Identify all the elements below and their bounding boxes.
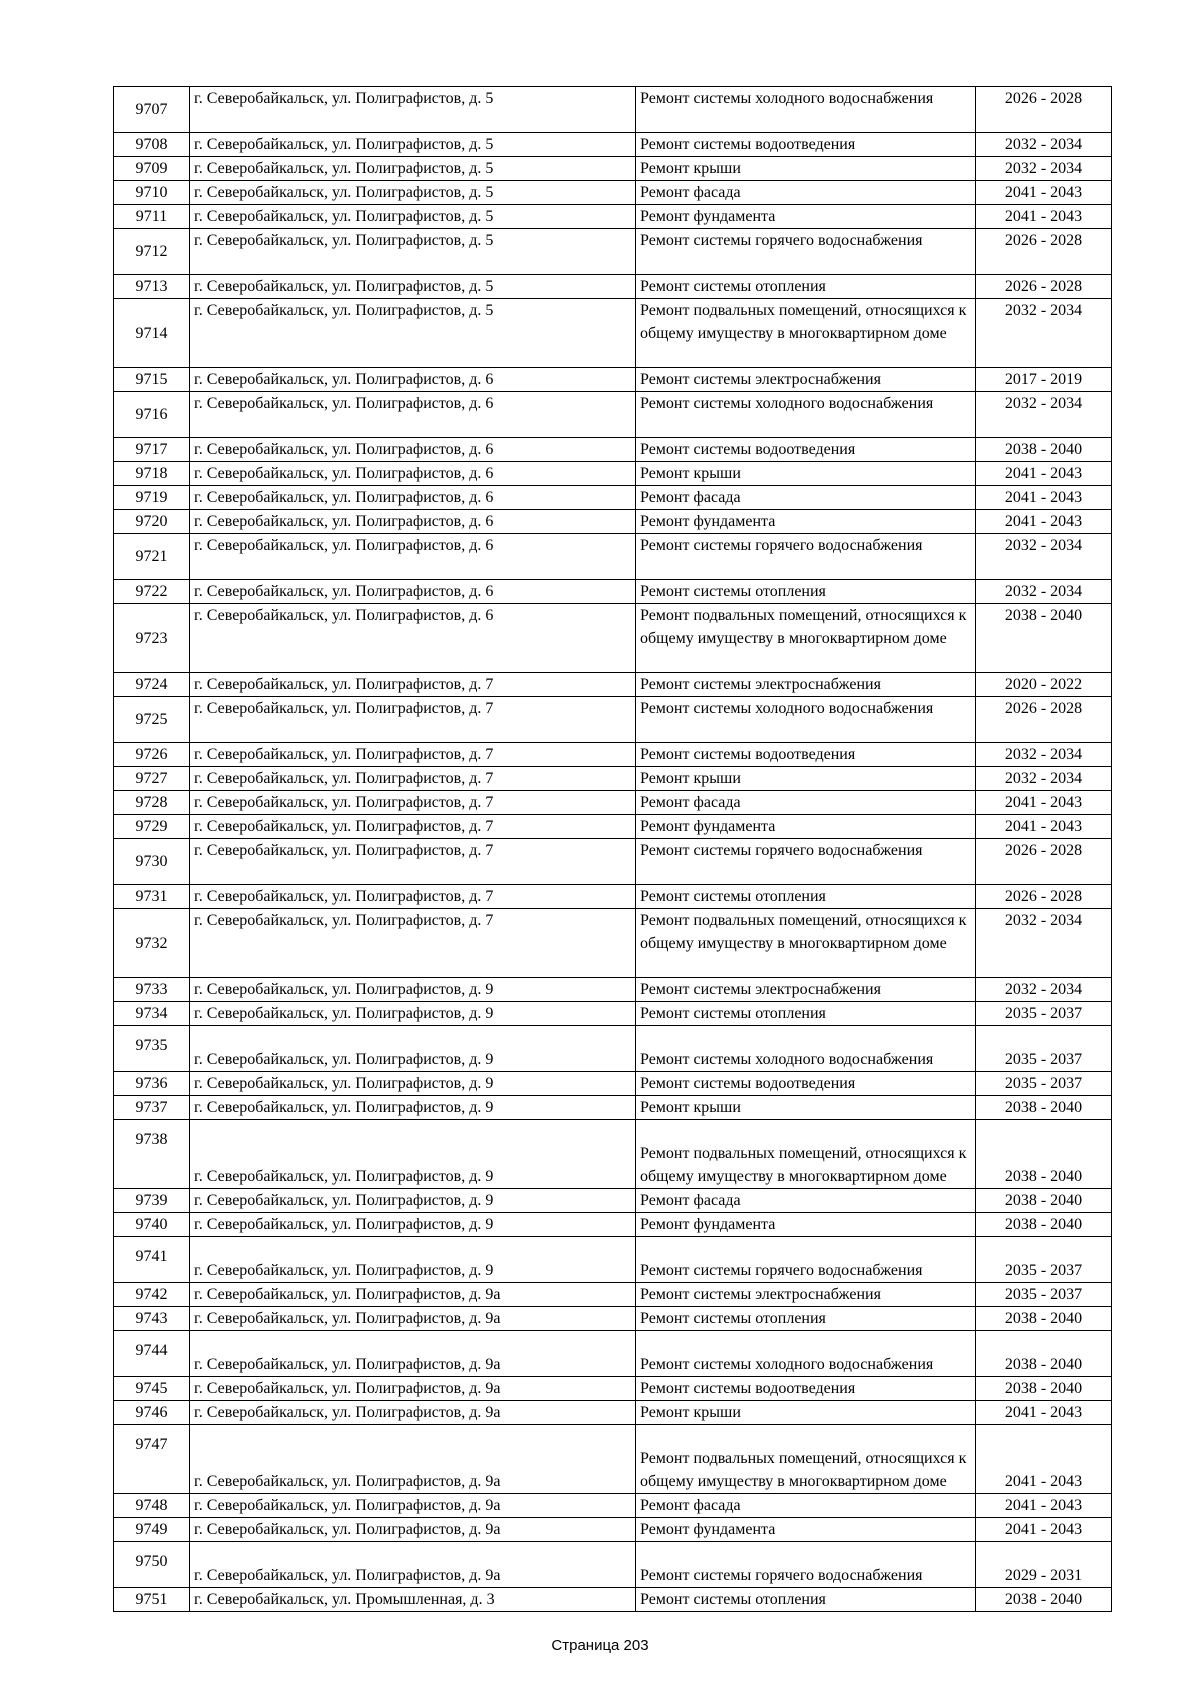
address-cell: г. Северобайкальск, ул. Полиграфистов, д. 7 <box>190 673 636 697</box>
period-cell: 2032 - 2034 <box>976 299 1112 368</box>
work-type-cell: Ремонт фундамента <box>636 205 976 229</box>
address-cell: г. Северобайкальск, ул. Полиграфистов, д. 5 <box>190 87 636 133</box>
period-cell: 2032 - 2034 <box>976 392 1112 438</box>
row-number-cell: 9715 <box>114 368 190 392</box>
period-cell: 2035 - 2037 <box>976 1002 1112 1026</box>
work-type-cell: Ремонт фундамента <box>636 815 976 839</box>
table-row <box>114 743 1112 767</box>
address-cell: г. Северобайкальск, ул. Полиграфистов, д. 9а <box>190 1401 636 1425</box>
row-number-cell: 9737 <box>114 1096 190 1120</box>
work-type-cell: Ремонт крыши <box>636 767 976 791</box>
work-type-cell: Ремонт подвальных помещений, относящихся к общему имуществу в многоквартирном доме <box>636 909 976 978</box>
table-row <box>114 1307 1112 1331</box>
work-type-cell: Ремонт системы отопления <box>636 1588 976 1612</box>
address-cell: г. Северобайкальск, ул. Полиграфистов, д. 7 <box>190 767 636 791</box>
row-number-cell: 9740 <box>114 1213 190 1237</box>
row-number-cell: 9742 <box>114 1283 190 1307</box>
table-row <box>114 133 1112 157</box>
period-cell: 2038 - 2040 <box>976 1588 1112 1612</box>
table-row <box>114 604 1112 673</box>
address-cell: г. Северобайкальск, ул. Полиграфистов, д. 6 <box>190 604 636 673</box>
row-number-cell: 9713 <box>114 275 190 299</box>
period-cell: 2038 - 2040 <box>976 1377 1112 1401</box>
table-body <box>114 87 1112 1612</box>
work-type-cell: Ремонт системы горячего водоснабжения <box>636 229 976 275</box>
table-row <box>114 510 1112 534</box>
work-type-cell: Ремонт системы холодного водоснабжения <box>636 87 976 133</box>
work-type-cell: Ремонт системы электроснабжения <box>636 1283 976 1307</box>
table-row <box>114 181 1112 205</box>
address-cell: г. Северобайкальск, ул. Полиграфистов, д. 9а <box>190 1283 636 1307</box>
work-type-cell: Ремонт подвальных помещений, относящихся к общему имуществу в многоквартирном доме <box>636 604 976 673</box>
row-number-cell: 9729 <box>114 815 190 839</box>
table-row <box>114 1425 1112 1494</box>
table-row <box>114 767 1112 791</box>
work-type-cell: Ремонт подвальных помещений, относящихся к общему имуществу в многоквартирном доме <box>636 1120 976 1189</box>
row-number-cell: 9732 <box>114 909 190 978</box>
period-cell: 2041 - 2043 <box>976 1425 1112 1494</box>
address-cell: г. Северобайкальск, ул. Полиграфистов, д. 5 <box>190 205 636 229</box>
table-row <box>114 1401 1112 1425</box>
address-cell: г. Северобайкальск, ул. Полиграфистов, д. 9а <box>190 1494 636 1518</box>
address-cell: г. Северобайкальск, ул. Полиграфистов, д. 9а <box>190 1377 636 1401</box>
row-number-cell: 9751 <box>114 1588 190 1612</box>
work-type-cell: Ремонт системы отопления <box>636 885 976 909</box>
table-row <box>114 885 1112 909</box>
address-cell: г. Северобайкальск, ул. Полиграфистов, д. 7 <box>190 791 636 815</box>
table-row <box>114 205 1112 229</box>
table-row <box>114 1002 1112 1026</box>
row-number-cell: 9725 <box>114 697 190 743</box>
table-row <box>114 1120 1112 1189</box>
row-number-cell: 9743 <box>114 1307 190 1331</box>
address-cell: г. Северобайкальск, ул. Полиграфистов, д. 7 <box>190 909 636 978</box>
table-row <box>114 275 1112 299</box>
table-row <box>114 673 1112 697</box>
row-number-cell: 9718 <box>114 462 190 486</box>
address-cell: г. Северобайкальск, ул. Полиграфистов, д. 9 <box>190 1213 636 1237</box>
period-cell: 2032 - 2034 <box>976 534 1112 580</box>
table-row <box>114 368 1112 392</box>
row-number-cell: 9716 <box>114 392 190 438</box>
table-row <box>114 1283 1112 1307</box>
row-number-cell: 9727 <box>114 767 190 791</box>
row-number-cell: 9744 <box>114 1331 190 1377</box>
row-number-cell: 9731 <box>114 885 190 909</box>
address-cell: г. Северобайкальск, ул. Полиграфистов, д. 5 <box>190 275 636 299</box>
work-type-cell: Ремонт системы холодного водоснабжения <box>636 392 976 438</box>
table-row <box>114 392 1112 438</box>
table-row <box>114 1026 1112 1072</box>
table-row <box>114 1494 1112 1518</box>
address-cell: г. Северобайкальск, ул. Полиграфистов, д. 6 <box>190 462 636 486</box>
work-type-cell: Ремонт фундамента <box>636 1213 976 1237</box>
period-cell: 2032 - 2034 <box>976 580 1112 604</box>
address-cell: г. Северобайкальск, ул. Полиграфистов, д. 9 <box>190 1002 636 1026</box>
address-cell: г. Северобайкальск, ул. Полиграфистов, д. 5 <box>190 181 636 205</box>
work-type-cell: Ремонт фасада <box>636 791 976 815</box>
address-cell: г. Северобайкальск, ул. Полиграфистов, д. 5 <box>190 133 636 157</box>
address-cell: г. Северобайкальск, ул. Полиграфистов, д. 6 <box>190 392 636 438</box>
table-row <box>114 486 1112 510</box>
period-cell: 2026 - 2028 <box>976 275 1112 299</box>
period-cell: 2032 - 2034 <box>976 133 1112 157</box>
table-row <box>114 299 1112 368</box>
work-type-cell: Ремонт системы горячего водоснабжения <box>636 839 976 885</box>
address-cell: г. Северобайкальск, ул. Полиграфистов, д. 9 <box>190 1120 636 1189</box>
row-number-cell: 9745 <box>114 1377 190 1401</box>
period-cell: 2038 - 2040 <box>976 604 1112 673</box>
work-type-cell: Ремонт системы водоотведения <box>636 1377 976 1401</box>
row-number-cell: 9712 <box>114 229 190 275</box>
address-cell: г. Северобайкальск, ул. Полиграфистов, д. 6 <box>190 534 636 580</box>
address-cell: г. Северобайкальск, ул. Полиграфистов, д. 9 <box>190 978 636 1002</box>
period-cell: 2038 - 2040 <box>976 1213 1112 1237</box>
table-row <box>114 157 1112 181</box>
work-type-cell: Ремонт системы отопления <box>636 275 976 299</box>
row-number-cell: 9710 <box>114 181 190 205</box>
address-cell: г. Северобайкальск, ул. Полиграфистов, д. 6 <box>190 580 636 604</box>
work-type-cell: Ремонт крыши <box>636 157 976 181</box>
work-type-cell: Ремонт системы горячего водоснабжения <box>636 534 976 580</box>
address-cell: г. Северобайкальск, ул. Полиграфистов, д. 9а <box>190 1518 636 1542</box>
address-cell: г. Северобайкальск, ул. Полиграфистов, д. 9а <box>190 1425 636 1494</box>
row-number-cell: 9750 <box>114 1542 190 1588</box>
work-type-cell: Ремонт фасада <box>636 181 976 205</box>
table-row <box>114 438 1112 462</box>
period-cell: 2032 - 2034 <box>976 767 1112 791</box>
work-type-cell: Ремонт фасада <box>636 1189 976 1213</box>
period-cell: 2026 - 2028 <box>976 697 1112 743</box>
row-number-cell: 9733 <box>114 978 190 1002</box>
address-cell: г. Северобайкальск, ул. Полиграфистов, д. 7 <box>190 885 636 909</box>
table-row <box>114 534 1112 580</box>
address-cell: г. Северобайкальск, ул. Промышленная, д. 3 <box>190 1588 636 1612</box>
table-row <box>114 1072 1112 1096</box>
row-number-cell: 9747 <box>114 1425 190 1494</box>
period-cell: 2035 - 2037 <box>976 1237 1112 1283</box>
period-cell: 2041 - 2043 <box>976 510 1112 534</box>
table-row <box>114 1542 1112 1588</box>
work-type-cell: Ремонт системы горячего водоснабжения <box>636 1542 976 1588</box>
work-type-cell: Ремонт системы водоотведения <box>636 133 976 157</box>
address-cell: г. Северобайкальск, ул. Полиграфистов, д. 7 <box>190 743 636 767</box>
row-number-cell: 9735 <box>114 1026 190 1072</box>
period-cell: 2032 - 2034 <box>976 978 1112 1002</box>
row-number-cell: 9711 <box>114 205 190 229</box>
page-number: Страница 203 <box>551 1637 649 1654</box>
table-row <box>114 1213 1112 1237</box>
period-cell: 2038 - 2040 <box>976 1331 1112 1377</box>
work-type-cell: Ремонт фундамента <box>636 510 976 534</box>
work-type-cell: Ремонт системы водоотведения <box>636 438 976 462</box>
work-type-cell: Ремонт подвальных помещений, относящихся к общему имуществу в многоквартирном доме <box>636 299 976 368</box>
address-cell: г. Северобайкальск, ул. Полиграфистов, д. 7 <box>190 697 636 743</box>
address-cell: г. Северобайкальск, ул. Полиграфистов, д. 7 <box>190 839 636 885</box>
address-cell: г. Северобайкальск, ул. Полиграфистов, д. 6 <box>190 510 636 534</box>
address-cell: г. Северобайкальск, ул. Полиграфистов, д. 5 <box>190 299 636 368</box>
table-row <box>114 1096 1112 1120</box>
work-type-cell: Ремонт системы холодного водоснабжения <box>636 1331 976 1377</box>
period-cell: 2041 - 2043 <box>976 815 1112 839</box>
table-row <box>114 815 1112 839</box>
period-cell: 2035 - 2037 <box>976 1026 1112 1072</box>
table-row <box>114 229 1112 275</box>
table-row <box>114 839 1112 885</box>
address-cell: г. Северобайкальск, ул. Полиграфистов, д. 5 <box>190 157 636 181</box>
table-row <box>114 1377 1112 1401</box>
row-number-cell: 9728 <box>114 791 190 815</box>
address-cell: г. Северобайкальск, ул. Полиграфистов, д. 6 <box>190 438 636 462</box>
work-type-cell: Ремонт системы отопления <box>636 1002 976 1026</box>
row-number-cell: 9717 <box>114 438 190 462</box>
row-number-cell: 9707 <box>114 87 190 133</box>
period-cell: 2041 - 2043 <box>976 486 1112 510</box>
period-cell: 2041 - 2043 <box>976 462 1112 486</box>
work-type-cell: Ремонт системы водоотведения <box>636 1072 976 1096</box>
row-number-cell: 9726 <box>114 743 190 767</box>
work-type-cell: Ремонт фундамента <box>636 1518 976 1542</box>
period-cell: 2029 - 2031 <box>976 1542 1112 1588</box>
table-row <box>114 1518 1112 1542</box>
table-row <box>114 462 1112 486</box>
period-cell: 2041 - 2043 <box>976 791 1112 815</box>
work-type-cell: Ремонт системы отопления <box>636 1307 976 1331</box>
work-type-cell: Ремонт системы холодного водоснабжения <box>636 697 976 743</box>
period-cell: 2041 - 2043 <box>976 205 1112 229</box>
address-cell: г. Северобайкальск, ул. Полиграфистов, д. 9а <box>190 1542 636 1588</box>
period-cell: 2026 - 2028 <box>976 839 1112 885</box>
row-number-cell: 9736 <box>114 1072 190 1096</box>
work-type-cell: Ремонт системы водоотведения <box>636 743 976 767</box>
row-number-cell: 9723 <box>114 604 190 673</box>
address-cell: г. Северобайкальск, ул. Полиграфистов, д. 7 <box>190 815 636 839</box>
address-cell: г. Северобайкальск, ул. Полиграфистов, д. 9 <box>190 1189 636 1213</box>
period-cell: 2038 - 2040 <box>976 1189 1112 1213</box>
period-cell: 2038 - 2040 <box>976 1120 1112 1189</box>
row-number-cell: 9730 <box>114 839 190 885</box>
row-number-cell: 9719 <box>114 486 190 510</box>
period-cell: 2020 - 2022 <box>976 673 1112 697</box>
work-type-cell: Ремонт крыши <box>636 462 976 486</box>
address-cell: г. Северобайкальск, ул. Полиграфистов, д. 9 <box>190 1072 636 1096</box>
row-number-cell: 9721 <box>114 534 190 580</box>
work-type-cell: Ремонт фасада <box>636 1494 976 1518</box>
row-number-cell: 9741 <box>114 1237 190 1283</box>
period-cell: 2041 - 2043 <box>976 181 1112 205</box>
period-cell: 2041 - 2043 <box>976 1518 1112 1542</box>
address-cell: г. Северобайкальск, ул. Полиграфистов, д. 6 <box>190 368 636 392</box>
table-row <box>114 87 1112 133</box>
period-cell: 2026 - 2028 <box>976 87 1112 133</box>
repair-schedule-table <box>113 86 1112 1612</box>
address-cell: г. Северобайкальск, ул. Полиграфистов, д. 9 <box>190 1096 636 1120</box>
work-type-cell: Ремонт крыши <box>636 1096 976 1120</box>
table-row <box>114 1588 1112 1612</box>
work-type-cell: Ремонт подвальных помещений, относящихся к общему имуществу в многоквартирном доме <box>636 1425 976 1494</box>
address-cell: г. Северобайкальск, ул. Полиграфистов, д. 6 <box>190 486 636 510</box>
address-cell: г. Северобайкальск, ул. Полиграфистов, д. 9 <box>190 1026 636 1072</box>
table-row <box>114 909 1112 978</box>
row-number-cell: 9749 <box>114 1518 190 1542</box>
period-cell: 2038 - 2040 <box>976 1307 1112 1331</box>
work-type-cell: Ремонт системы электроснабжения <box>636 978 976 1002</box>
period-cell: 2032 - 2034 <box>976 157 1112 181</box>
work-type-cell: Ремонт системы электроснабжения <box>636 368 976 392</box>
work-type-cell: Ремонт фасада <box>636 486 976 510</box>
table-row <box>114 791 1112 815</box>
address-cell: г. Северобайкальск, ул. Полиграфистов, д. 9а <box>190 1307 636 1331</box>
period-cell: 2026 - 2028 <box>976 229 1112 275</box>
period-cell: 2038 - 2040 <box>976 1096 1112 1120</box>
row-number-cell: 9709 <box>114 157 190 181</box>
work-type-cell: Ремонт системы холодного водоснабжения <box>636 1026 976 1072</box>
work-type-cell: Ремонт крыши <box>636 1401 976 1425</box>
table-row <box>114 697 1112 743</box>
period-cell: 2038 - 2040 <box>976 438 1112 462</box>
period-cell: 2032 - 2034 <box>976 743 1112 767</box>
work-type-cell: Ремонт системы электроснабжения <box>636 673 976 697</box>
table-row <box>114 1237 1112 1283</box>
row-number-cell: 9739 <box>114 1189 190 1213</box>
row-number-cell: 9734 <box>114 1002 190 1026</box>
row-number-cell: 9708 <box>114 133 190 157</box>
row-number-cell: 9738 <box>114 1120 190 1189</box>
row-number-cell: 9746 <box>114 1401 190 1425</box>
address-cell: г. Северобайкальск, ул. Полиграфистов, д. 5 <box>190 229 636 275</box>
address-cell: г. Северобайкальск, ул. Полиграфистов, д. 9 <box>190 1237 636 1283</box>
work-type-cell: Ремонт системы горячего водоснабжения <box>636 1237 976 1283</box>
table-row <box>114 1189 1112 1213</box>
table-row <box>114 580 1112 604</box>
period-cell: 2032 - 2034 <box>976 909 1112 978</box>
row-number-cell: 9720 <box>114 510 190 534</box>
table-row <box>114 1331 1112 1377</box>
address-cell: г. Северобайкальск, ул. Полиграфистов, д. 9а <box>190 1331 636 1377</box>
row-number-cell: 9724 <box>114 673 190 697</box>
work-type-cell: Ремонт системы отопления <box>636 580 976 604</box>
row-number-cell: 9714 <box>114 299 190 368</box>
row-number-cell: 9722 <box>114 580 190 604</box>
period-cell: 2041 - 2043 <box>976 1494 1112 1518</box>
table-row <box>114 978 1112 1002</box>
period-cell: 2035 - 2037 <box>976 1283 1112 1307</box>
period-cell: 2035 - 2037 <box>976 1072 1112 1096</box>
period-cell: 2041 - 2043 <box>976 1401 1112 1425</box>
period-cell: 2017 - 2019 <box>976 368 1112 392</box>
row-number-cell: 9748 <box>114 1494 190 1518</box>
period-cell: 2026 - 2028 <box>976 885 1112 909</box>
